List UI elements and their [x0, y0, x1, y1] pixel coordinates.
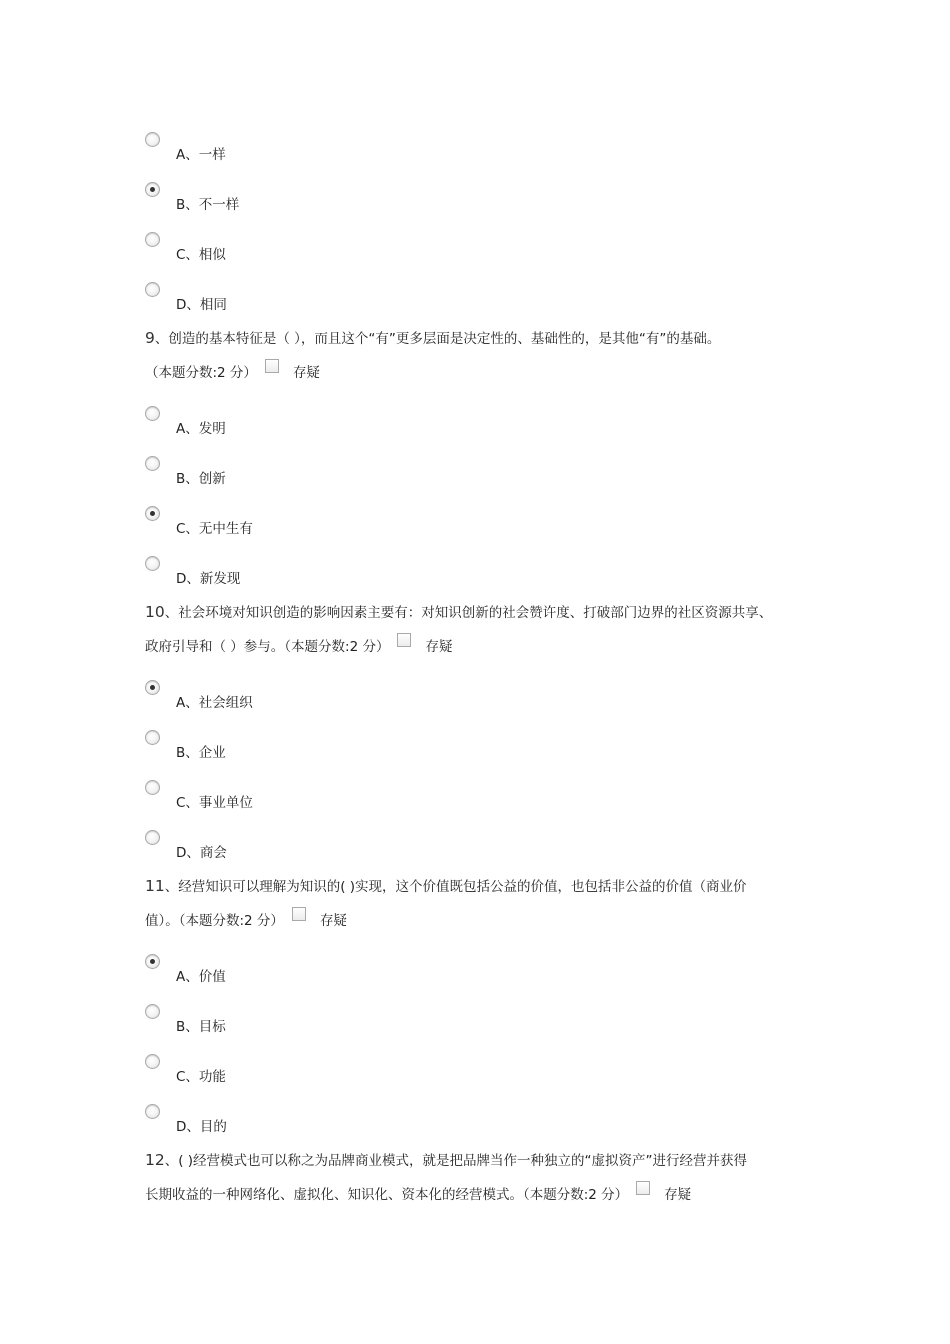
q11-text-line2: 值）。（本题分数:2 分）	[145, 913, 284, 929]
q10-flag-checkbox[interactable]	[397, 633, 411, 647]
q10-number: 10	[145, 603, 165, 621]
q8-option-d-radio[interactable]	[145, 282, 160, 297]
q9-option-a-label: A、发明	[176, 421, 226, 437]
q9-question-line2	[145, 359, 320, 381]
q11-option-d-radio[interactable]	[145, 1104, 160, 1119]
q11-option-d-label: D、目的	[176, 1119, 227, 1135]
q10-option-d-label: D、商会	[176, 845, 227, 861]
q9-flag-checkbox[interactable]	[265, 359, 279, 373]
q12-text-line1: 、( )经营模式也可以称之为品牌商业模式，就是把品牌当作一种独立的“虚拟资产”进行经营并获得	[164, 1153, 748, 1169]
q8-option-c-label: C、相似	[176, 247, 226, 263]
q9-option-b-radio[interactable]	[145, 456, 160, 471]
q12-text-line2: 长期收益的一种网络化、虚拟化、知识化、资本化的经营模式。（本题分数:2 分）	[145, 1187, 629, 1203]
q11-option-c-radio[interactable]	[145, 1054, 160, 1069]
q8-option-b-radio[interactable]	[145, 182, 160, 197]
q11-option-b-label: B、目标	[176, 1019, 226, 1035]
q9-option-d-radio[interactable]	[145, 556, 160, 571]
q10-flag-label: 存疑	[425, 639, 453, 655]
q11-option-a-label: A、价值	[176, 969, 226, 985]
q9-option-b-label: B、创新	[176, 471, 226, 487]
q9-option-d-label: D、新发现	[176, 571, 241, 587]
q10-option-c-label: C、事业单位	[176, 795, 253, 811]
q8-option-b-label: B、不一样	[176, 197, 240, 213]
q9-text-line1: 、创造的基本特征是（ ），而且这个“有”更多层面是决定性的、基础性的，是其他“有”的基础。	[154, 331, 721, 347]
q8-option-c-radio[interactable]	[145, 232, 160, 247]
q8-option-a-radio[interactable]	[145, 132, 160, 147]
q9-question-line1	[145, 327, 720, 347]
q12-number: 12	[145, 1151, 165, 1169]
q11-option-a-radio[interactable]	[145, 954, 160, 969]
q11-question-line1	[145, 875, 747, 895]
q10-text-line1: 、社会环境对知识创造的影响因素主要有：对知识创新的社会赞许度、打破部门边界的社区资源共享、	[164, 605, 773, 621]
q10-text-line2: 政府引导和（ ）参与。（本题分数:2 分）	[145, 639, 390, 655]
q11-flag-label: 存疑	[319, 913, 347, 929]
q12-flag-checkbox[interactable]	[636, 1181, 650, 1195]
q10-question-line1	[145, 601, 772, 621]
q10-option-c-radio[interactable]	[145, 780, 160, 795]
q11-option-c-label: C、功能	[176, 1069, 226, 1085]
q11-flag-checkbox[interactable]	[292, 907, 306, 921]
q9-option-c-radio[interactable]	[145, 506, 160, 521]
q10-option-a-label: A、社会组织	[176, 695, 253, 711]
q8-option-d-label: D、相同	[176, 297, 227, 313]
q9-flag-label: 存疑	[292, 365, 320, 381]
q9-option-a-radio[interactable]	[145, 406, 160, 421]
q10-question-line2	[145, 633, 452, 655]
q10-option-b-radio[interactable]	[145, 730, 160, 745]
q9-number: 9	[145, 329, 155, 347]
q9-option-c-label: C、无中生有	[176, 521, 253, 537]
q11-text-line1: 、经营知识可以理解为知识的( )实现，这个价值既包括公益的价值，也包括非公益的价值（商业价	[164, 879, 747, 895]
q12-question-line1	[145, 1149, 747, 1169]
q11-option-b-radio[interactable]	[145, 1004, 160, 1019]
q11-number: 11	[145, 877, 165, 895]
q10-option-d-radio[interactable]	[145, 830, 160, 845]
q11-question-line2	[145, 907, 347, 929]
q12-flag-label: 存疑	[664, 1187, 692, 1203]
q9-text-line2: （本题分数:2 分）	[145, 365, 257, 381]
q10-option-a-radio[interactable]	[145, 680, 160, 695]
q12-question-line2	[145, 1181, 691, 1203]
q8-option-a-label: A、一样	[176, 147, 226, 163]
q10-option-b-label: B、企业	[176, 745, 226, 761]
